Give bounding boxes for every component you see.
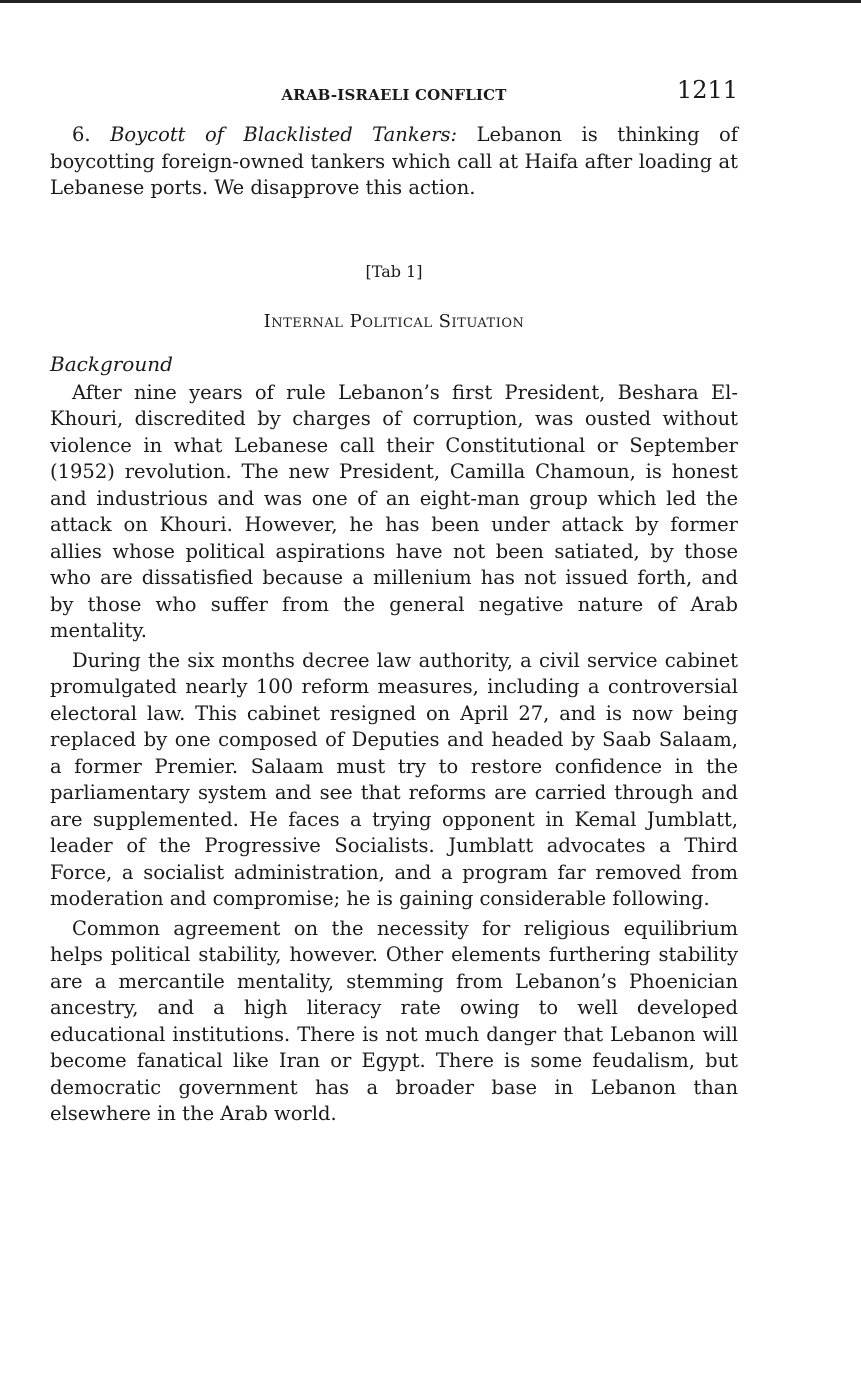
running-title: ARAB-ISRAELI CONFLICT [281,86,507,104]
background-paragraph-1: After nine years of rule Lebanon’s first President, Beshara El-Khouri, discredited by charges of corruption, was ousted without violence in what Lebanese call their Constitutional or September (1952) revolution. The new President, Camilla Chamoun, is honest and industrious and was one of an eight-man group which led the attack on Khouri. However, he has been under attack by former allies whose political aspirations have not been satiated, by those who are dissatisfied because a millenium has not issued forth, and by those who suffer from the general negative nature of Arab mentality. [50,380,738,642]
top-edge-rule [0,0,861,3]
background-subheading: Background [50,351,173,376]
background-paragraph-3: Common agreement on the necessity for religious equilibrium helps political stability, however. Other elements furthering stability are a mercantile mentality, stemming from Lebanon’s Phoenician ancestry, and a high literacy rate owing to well developed educational institutions. There is not much danger that Lebanon will become fanatical like Iran or Egypt. There is some feudalism, but democratic government has a broader base in Lebanon than elsewhere in the Arab world. [50,916,738,1125]
tab-label: [Tab 1] [365,261,423,281]
background-paragraph-2: During the six months decree law authority, a civil service cabinet promulgated nearly 100 reform measures, including a controversial electoral law. This cabinet resigned on April 27, and is now being replaced by one composed of Deputies and headed by Saab Salaam, a former Premier. Salaam must try to restore confidence in the parliamentary system and see that reforms are carried through and are supplemented. He faces a trying opponent in Kemal Jumblatt, leader of the Progressive Socialists. Jumblatt advocates a Third Force, a socialist administration, and a program far removed from moderation and compromise; he is gaining considerable following. [50,648,738,910]
item-6-text: Lebanon is thinking of boycotting foreign-owned tankers which call at Haifa after loading at Lebanese ports. We disapprove this action. [50,123,738,199]
item-6-paragraph [50,122,738,202]
running-head [50,74,738,114]
page-number: 1211 [676,76,738,104]
page-body [50,74,738,1128]
section-title: Internal Political Situation [263,310,525,332]
item-6-title: Boycott of Blacklisted Tankers: [110,123,458,146]
item-6-number: 6. [72,123,91,146]
